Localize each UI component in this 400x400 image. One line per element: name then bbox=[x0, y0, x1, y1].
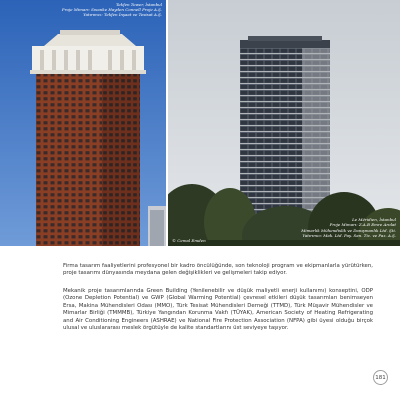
caption-title: Le Méridien, İstanbul bbox=[352, 217, 396, 223]
body-paragraph-2: Mekanik proje tasarımlarında Green Building (Yenilenebilir ve düşük maliyetli enerji kullanımı) konseptini, ODP (Ozone Depletion Potential) ve GWP (Global Warming Potential) çevresel etkileri düşük tasarımları benimseyen Ersa, Makina Mühendisleri Odası (MMO), Türk Tesisat Mühendisleri Derneği (TTMD), Türk Müşavir Mühendisler ve Mimarlar Birliği (TMMMB), Türkiye Yangından Korunma Vakfı (TÜYAK), American Society of Heating Refrigerating and Air Conditioning Engineers (ASHRAE) ve National Fire Protection Association (NFPA) gibi üyesi olduğu birçok ulusal ve uluslararası meslek örgütüyle de kalite standartlarını üst seviyeye taşıyor. bbox=[63, 288, 373, 332]
caption-investor: Yatırımcı: Tekfen İnşaat ve Tesisat A.Ş. bbox=[83, 12, 162, 18]
photo-tekfen-tower bbox=[0, 0, 166, 246]
photo-le-meridien bbox=[168, 0, 400, 246]
caption-architect: Proje Mimarı: Z.A.B Emre Arolat bbox=[329, 222, 396, 228]
caption-le-meridien bbox=[276, 217, 396, 238]
caption-investor: Yatırımcı: Mak. Ltd. Paş. San. Tic. ve Paz. A.Ş. bbox=[302, 232, 396, 238]
caption-architect: Proje Mimarı: Swanke Hayden Connell Proje A.Ş. bbox=[61, 7, 162, 13]
photo-credit: © Cemal Emden bbox=[172, 238, 206, 243]
tower-illustration-right bbox=[168, 0, 400, 246]
body-paragraph-1: Firma tasarım faaliyetlerini profesyonel bir kadro öncülüğünde, son teknoloji program ve ekipmanlarla yürütürken, proje tasarımı dünyasında meydana gelen değişiklikleri ve gelişmeleri takip ediyor. bbox=[63, 263, 373, 277]
caption-tekfen-tower bbox=[52, 2, 162, 18]
page-number: 181 bbox=[373, 370, 388, 385]
caption-firm: Mimarlık Mühendislik ve Danışmanlık Ltd. Şti. bbox=[301, 227, 396, 233]
tower-illustration bbox=[0, 0, 166, 246]
caption-title: Tekfen Tower, İstanbul bbox=[115, 2, 162, 7]
